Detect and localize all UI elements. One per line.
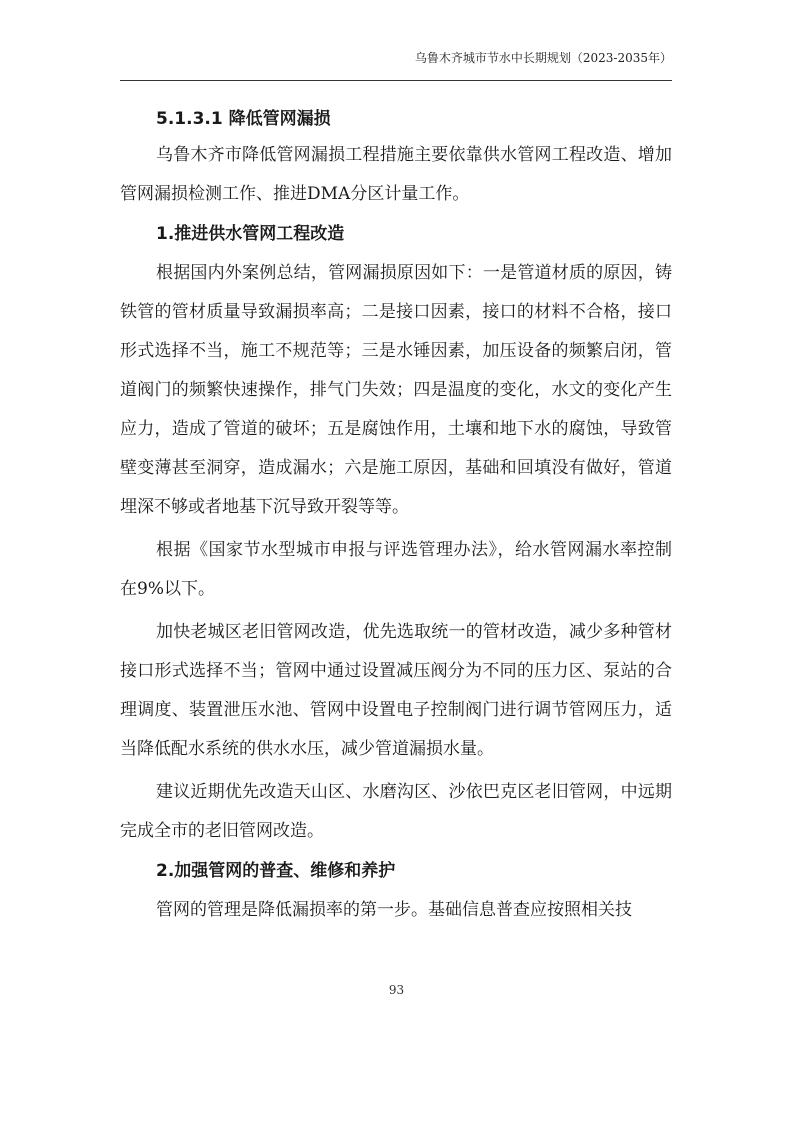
running-header: 乌鲁木齐城市节水中长期规划（2023-2035年） bbox=[414, 51, 672, 65]
paragraph-pipe-renovation: 加快老城区老旧管网改造，优先选取统一的管材改造，减少多种管材接口形式选择不当；管网中通过设置减压阀分为不同的压力区、泵站的合理调度、装置泄压水池、管网中设置电子控制阀门进行调节管网压力，适当降低配水系统的供水水压，减少管道漏损水量。 bbox=[120, 622, 672, 759]
intro-paragraph: 乌鲁木齐市降低管网漏损工程措施主要依靠供水管网工程改造、增加管网漏损检测工作、推进DMA分区计量工作。 bbox=[120, 145, 672, 204]
paragraph-district-plan: 建议近期优先改造天山区、水磨沟区、沙依巴克区老旧管网，中远期完成全市的老旧管网改造。 bbox=[120, 782, 672, 841]
paragraph-leak-rate-standard: 根据《国家节水型城市申报与评选管理办法》，给水管网漏水率控制在9%以下。 bbox=[120, 540, 672, 599]
paragraph-network-management: 管网的管理是降低漏损率的第一步。基础信息普查应按照相关技 bbox=[156, 900, 632, 920]
page-body bbox=[120, 96, 672, 930]
paragraph-leak-causes: 根据国内外案例总结，管网漏损原因如下：一是管道材质的原因，铸铁管的管材质量导致漏损率高；二是接口因素，接口的材料不合格，接口形式选择不当，施工不规范等；三是水锤因素，加压设备的频繁启闭，管道阀门的频繁快速操作，排气门失效；四是温度的变化，水文的变化产生应力，造成了管道的破坏；五是腐蚀作用，土壤和地下水的腐蚀，导致管壁变薄甚至洞穿，造成漏水；六是施工原因，基础和回填没有做好，管道埋深不够或者地基下沉导致开裂等等。 bbox=[120, 263, 672, 517]
subsection-heading-1: 1.推进供水管网工程改造 bbox=[156, 224, 345, 244]
header-divider bbox=[120, 80, 672, 81]
page-number: 93 bbox=[388, 983, 405, 997]
section-heading-5131: 5.1.3.1 降低管网漏损 bbox=[156, 109, 331, 129]
subsection-heading-2: 2.加强管网的普查、维修和养护 bbox=[156, 861, 396, 881]
